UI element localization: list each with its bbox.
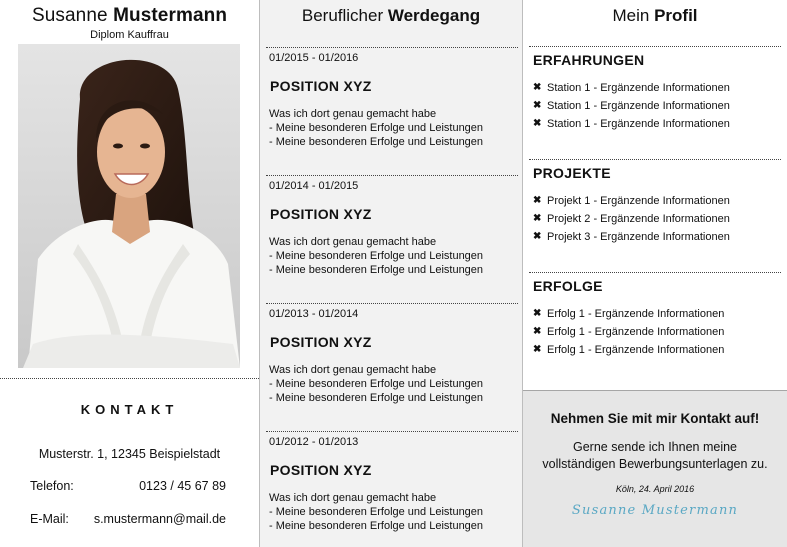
career-title <box>260 6 522 26</box>
list-item <box>533 341 781 359</box>
contact-heading: KONTAKT <box>80 402 179 417</box>
entry-line: - Meine besonderen Erfolge und Leistungen <box>269 136 484 148</box>
x-mark-icon: ✖ <box>533 195 542 206</box>
applicant-degree: Diplom Kauffrau <box>90 29 169 41</box>
first-name: Susanne <box>31 5 108 26</box>
x-mark-icon: ✖ <box>533 82 542 93</box>
list-item-text: Projekt 3 - Ergänzende Informationen <box>547 231 730 243</box>
x-mark-icon: ✖ <box>533 308 542 319</box>
career-entry <box>266 431 518 533</box>
entry-line: - Meine besonderen Erfolge und Leistungen <box>269 392 484 404</box>
entry-line: Was ich dort genau gemacht habe <box>269 492 437 504</box>
entry-date: 01/2013 - 01/2014 <box>269 308 359 320</box>
profile-title <box>523 6 787 26</box>
divider <box>529 46 781 47</box>
career-entry <box>266 303 518 405</box>
profile-title-plain: Mein <box>612 6 650 25</box>
entry-description <box>269 235 518 277</box>
x-mark-icon: ✖ <box>533 118 542 129</box>
contact-call-line: Gerne sende ich Ihnen meine <box>573 440 737 454</box>
section-list <box>533 79 781 133</box>
entry-line: - Meine besonderen Erfolge und Leistungen <box>269 506 484 518</box>
applicant-name <box>0 5 259 27</box>
contact-call-line: vollständigen Bewerbungsunterlagen zu. <box>542 457 768 471</box>
list-item-text: Projekt 2 - Ergänzende Informationen <box>547 213 730 225</box>
last-name: Mustermann <box>113 5 228 26</box>
entry-position: POSITION XYZ <box>270 334 372 350</box>
x-mark-icon: ✖ <box>533 213 542 224</box>
contact-phone-row <box>30 479 226 493</box>
entry-line: - Meine besonderen Erfolge und Leistungen <box>269 520 484 532</box>
section-title: ERFAHRUNGEN <box>533 52 645 68</box>
list-item <box>533 192 781 210</box>
divider <box>266 175 518 176</box>
career-entry <box>266 47 518 149</box>
profile-photo <box>18 44 240 368</box>
list-item-text: Erfolg 1 - Ergänzende Informationen <box>547 344 725 356</box>
contact-call-text <box>523 439 787 473</box>
list-item <box>533 210 781 228</box>
divider <box>266 431 518 432</box>
entry-line: - Meine besonderen Erfolge und Leistungen <box>269 264 484 276</box>
list-item <box>533 323 781 341</box>
signature: Susanne Mustermann <box>571 503 739 518</box>
entry-line: - Meine besonderen Erfolge und Leistungen <box>269 250 484 262</box>
entry-position: POSITION XYZ <box>270 206 372 222</box>
entry-position: POSITION XYZ <box>270 462 372 478</box>
career-entry <box>266 175 518 277</box>
career-column <box>259 0 523 547</box>
profile-title-bold: Profil <box>654 6 698 25</box>
divider <box>529 272 781 273</box>
section-title: ERFOLGE <box>533 278 603 294</box>
entry-line: Was ich dort genau gemacht habe <box>269 364 437 376</box>
left-column <box>0 0 259 547</box>
x-mark-icon: ✖ <box>533 326 542 337</box>
place-date: Köln, 24. April 2016 <box>615 484 695 494</box>
divider <box>529 159 781 160</box>
entry-line: Was ich dort genau gemacht habe <box>269 236 437 248</box>
contact-address: Musterstr. 1, 12345 Beispielstadt <box>38 447 221 461</box>
list-item-text: Projekt 1 - Ergänzende Informationen <box>547 195 730 207</box>
list-item <box>533 305 781 323</box>
entry-description <box>269 491 518 533</box>
divider <box>0 378 259 379</box>
email-label: E-Mail: <box>30 512 69 526</box>
entry-description <box>269 107 518 149</box>
entry-date: 01/2015 - 01/2016 <box>269 52 359 64</box>
email-value: s.mustermann@mail.de <box>93 512 226 526</box>
list-item-text: Erfolg 1 - Ergänzende Informationen <box>547 326 725 338</box>
entry-position: POSITION XYZ <box>270 78 372 94</box>
career-title-plain: Beruflicher <box>301 6 384 25</box>
list-item-text: Station 1 - Ergänzende Informationen <box>547 118 730 130</box>
x-mark-icon: ✖ <box>533 344 542 355</box>
x-mark-icon: ✖ <box>533 231 542 242</box>
list-item <box>533 228 781 246</box>
divider <box>266 303 518 304</box>
profile-section-successes <box>529 272 781 359</box>
phone-value: 0123 / 45 67 89 <box>139 479 226 493</box>
entry-date: 01/2014 - 01/2015 <box>269 180 359 192</box>
divider <box>266 47 518 48</box>
list-item-text: Erfolg 1 - Ergänzende Informationen <box>547 308 725 320</box>
portrait-image <box>18 44 240 368</box>
section-title: PROJEKTE <box>533 165 611 181</box>
entry-line: - Meine besonderen Erfolge und Leistungen <box>269 378 484 390</box>
phone-label: Telefon: <box>30 479 74 493</box>
contact-call-box <box>523 390 787 547</box>
career-title-bold: Werdegang <box>387 6 481 25</box>
section-list <box>533 305 781 359</box>
list-item <box>533 97 781 115</box>
list-item-text: Station 1 - Ergänzende Informationen <box>547 82 730 94</box>
contact-email-row <box>30 512 226 526</box>
section-list <box>533 192 781 246</box>
x-mark-icon: ✖ <box>533 100 542 111</box>
entry-date: 01/2012 - 01/2013 <box>269 436 359 448</box>
profile-section-experience <box>529 46 781 133</box>
profile-column <box>523 0 787 547</box>
list-item <box>533 79 781 97</box>
list-item <box>533 115 781 133</box>
entry-description <box>269 363 518 405</box>
entry-line: - Meine besonderen Erfolge und Leistungen <box>269 122 484 134</box>
profile-section-projects <box>529 159 781 246</box>
contact-call-heading: Nehmen Sie mit mir Kontakt auf! <box>550 411 760 426</box>
entry-line: Was ich dort genau gemacht habe <box>269 108 437 120</box>
list-item-text: Station 1 - Ergänzende Informationen <box>547 100 730 112</box>
